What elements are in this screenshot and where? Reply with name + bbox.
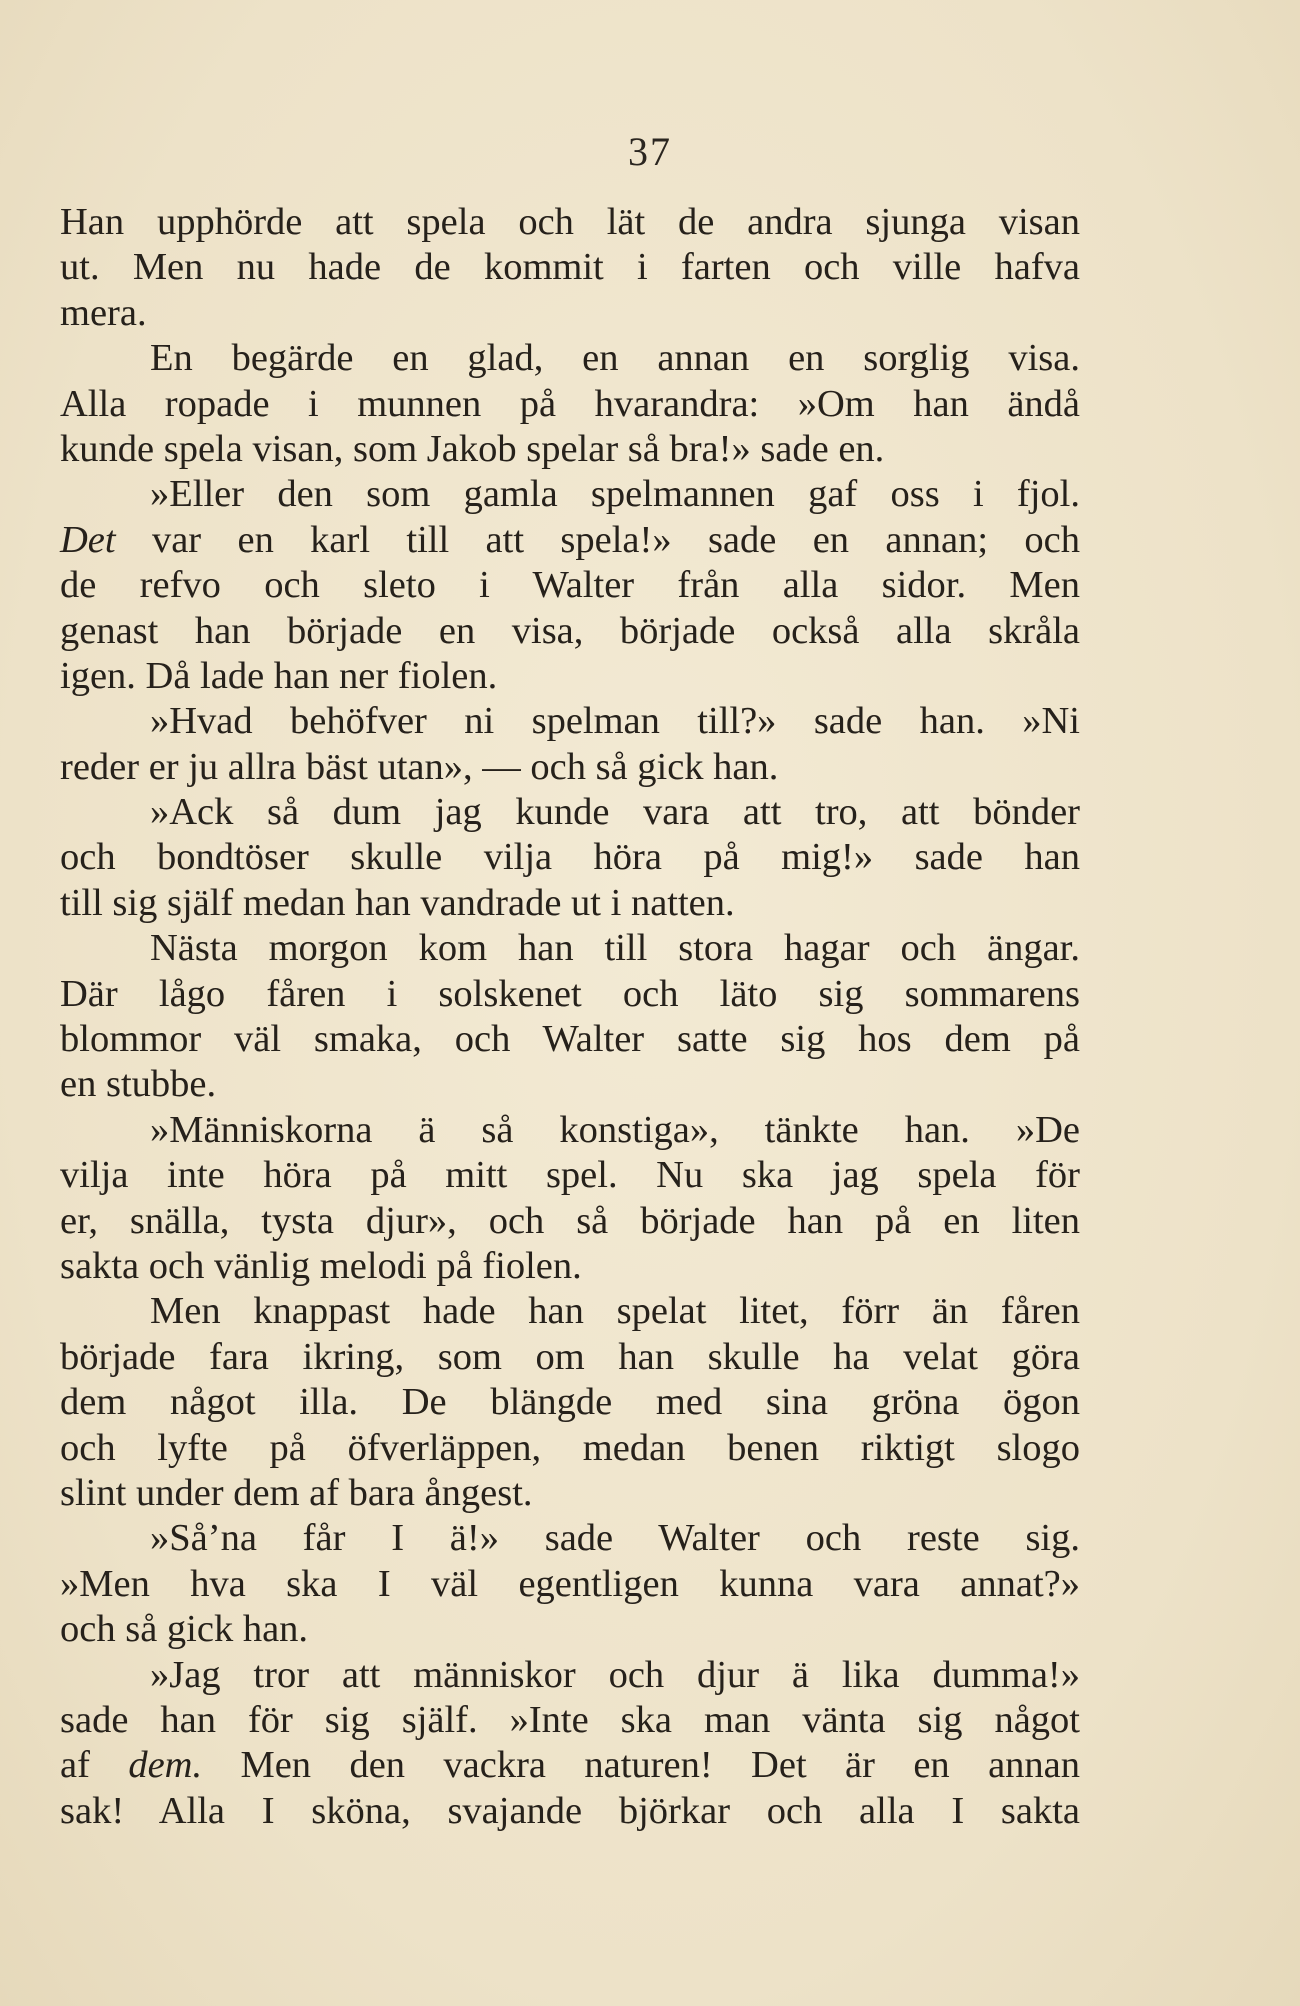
text-line: »Men hva ska I väl egentligen kunna vara annat?» [60, 1562, 1080, 1605]
text-line: Han upphörde att spela och lät de andra sjunga visan [60, 201, 1080, 243]
text-run: var en karl till att spela!» sade en annan; och [115, 518, 1080, 561]
text-line: er, snälla, tysta djur», och så började han på en liten [60, 1199, 1080, 1242]
text-line: började fara ikring, som om han skulle ha velat göra [60, 1335, 1080, 1378]
text-line: Där lågo fåren i solskenet och läto sig sommarens [60, 972, 1080, 1015]
text-line: till sig själf medan han vandrade ut i natten. [60, 881, 735, 924]
text-line: »Eller den som gamla spelmannen gaf oss i fjol. [150, 473, 1080, 516]
text-line: de refvo och sleto i Walter från alla sidor. Men [60, 564, 1080, 607]
text-line: och bondtöser skulle vilja höra på mig!» sade han [60, 836, 1080, 879]
text-line: Alla ropade i munnen på hvarandra: »Om han ändå [60, 382, 1080, 425]
page-number: 37 [628, 129, 672, 174]
text-line: mera. [60, 291, 147, 334]
text-line: blommor väl smaka, och Walter satte sig hos dem på [60, 1018, 1080, 1061]
text-line: och så gick han. [60, 1608, 309, 1651]
italic-word: Det [60, 518, 116, 561]
text-run: Men den vackra naturen! Det är en annan [202, 1744, 1080, 1787]
text-line: »Jag tror att människor och djur ä lika dumma!» [150, 1653, 1080, 1696]
text-line: ut. Men nu hade de kommit i farten och ville hafva [60, 246, 1080, 289]
text-line: kunde spela visan, som Jakob spelar så bra!» sade en. [60, 427, 885, 470]
text-line: slint under dem af bara ångest. [60, 1471, 533, 1514]
text-line: sak! Alla I sköna, svajande björkar och alla I sakta [60, 1789, 1080, 1832]
text-line [60, 1743, 1080, 1788]
italic-word: dem. [128, 1744, 203, 1787]
text-line: och lyfte på öfverläppen, medan benen riktigt slogo [60, 1426, 1080, 1469]
text-line: genast han började en visa, började också alla skråla [60, 609, 1080, 652]
text-line: sakta och vänlig melodi på fiolen. [60, 1244, 582, 1287]
text-line: »Människorna ä så konstiga», tänkte han. »De [150, 1108, 1080, 1151]
text-line [60, 518, 1080, 563]
body-text [60, 200, 1080, 1834]
text-line: Nästa morgon kom han till stora hagar och ängar. [150, 927, 1080, 970]
text-line: reder er ju allra bäst utan», — och så gick han. [60, 745, 779, 788]
text-line: »Så’na får I ä!» sade Walter och reste sig. [150, 1517, 1080, 1560]
text-line: »Ack så dum jag kunde vara att tro, att bönder [150, 791, 1080, 834]
text-line: Men knappast hade han spelat litet, förr än fåren [150, 1290, 1080, 1333]
text-line: En begärde en glad, en annan en sorglig visa. [150, 337, 1080, 380]
text-run: af [60, 1744, 129, 1787]
text-line: sade han för sig själf. »Inte ska man vänta sig något [60, 1698, 1080, 1741]
text-line: vilja inte höra på mitt spel. Nu ska jag spela för [60, 1154, 1080, 1197]
text-line: dem något illa. De blängde med sina gröna ögon [60, 1381, 1080, 1424]
text-line: igen. Då lade han ner fiolen. [60, 654, 498, 697]
text-line: »Hvad behöfver ni spelman till?» sade han. »Ni [150, 700, 1080, 743]
text-line: en stubbe. [60, 1063, 217, 1106]
